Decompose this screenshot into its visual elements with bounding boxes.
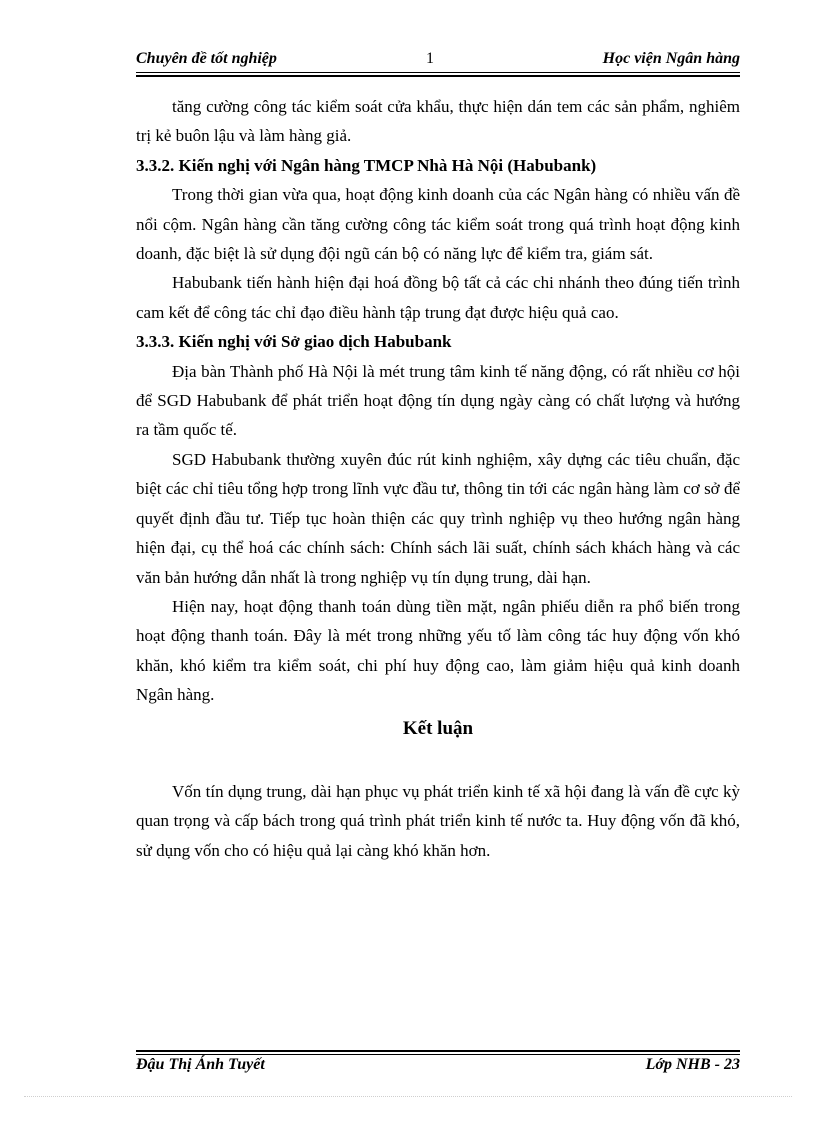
paragraph: SGD Habubank thường xuyên đúc rút kinh nghiệm, xây dựng các tiêu chuẩn, đặc biệt các chỉ tiêu tổng hợp trong lĩnh vực đầu tư, thông tin tới các ngân hàng làm cơ sở để quyết định đầu tư. Tiếp tục hoàn thiện các quy trình nghiệp vụ theo hướng ngân hàng hiện đại, cụ thể hoá các chính sách: Chính sách lãi suất, chính sách khách hàng và các văn bản hướng dẫn nhất là trong nghiệp vụ tín dụng trung, dài hạn. <box>136 449 740 587</box>
footer-class: Lớp NHB - 23 <box>645 1056 740 1073</box>
section-heading-3-3-3: 3.3.3. Kiến nghị với Sở giao dịch Habubank <box>136 332 452 352</box>
paragraph: Địa bàn Thành phố Hà Nội là mét trung tâm kinh tế năng động, có rất nhiều cơ hội để SGD Habubank để phát triển hoạt động tín dụng ngày càng có chất lượng và hướng ra tầm quốc tế. <box>136 361 740 440</box>
footer-author: Đậu Thị Ánh Tuyết <box>136 1056 265 1073</box>
page-header <box>136 48 740 72</box>
paragraph: Vốn tín dụng trung, dài hạn phục vụ phát triển kinh tế xã hội đang là vấn đề cực kỳ quan trọng và cấp bách trong quá trình phát triển kinh tế nước ta. Huy động vốn đã khó, sử dụng vốn cho có hiệu quả lại càng khó khăn hơn. <box>136 781 740 860</box>
footer-divider <box>136 1050 740 1055</box>
page-footer <box>136 1056 740 1078</box>
page-number: 1 <box>426 50 434 67</box>
paragraph: Hiện nay, hoạt động thanh toán dùng tiền mặt, ngân phiếu diễn ra phổ biến trong hoạt động thanh toán. Đây là mét trong những yếu tố làm công tác huy động vốn khó khăn, khó kiểm tra kiểm soát, chi phí huy động cao, làm giảm hiệu quả kinh doanh Ngân hàng. <box>136 596 740 705</box>
paragraph: Trong thời gian vừa qua, hoạt động kinh doanh của các Ngân hàng có nhiều vấn đề nổi cộm. Ngân hàng cần tăng cường công tác kiểm soát trong quá trình hoạt động kinh doanh, đặc biệt là sử dụng đội ngũ cán bộ có năng lực để kiểm tra, giám sát. <box>136 185 740 264</box>
header-divider <box>136 72 740 77</box>
page-edge-divider <box>24 1096 792 1097</box>
header-thesis-title: Chuyên đề tốt nghiệp <box>136 50 277 67</box>
document-body <box>136 92 740 865</box>
paragraph: tăng cường công tác kiểm soát cửa khẩu, thực hiện dán tem các sản phẩm, nghiêm trị kẻ buôn lậu và làm hàng giả. <box>136 97 740 146</box>
header-institution: Học viện Ngân hàng <box>602 50 740 67</box>
conclusion-heading: Kết luận <box>402 717 474 739</box>
paragraph: Habubank tiến hành hiện đại hoá đồng bộ tất cả các chi nhánh theo đúng tiến trình cam kết để công tác chỉ đạo điều hành tập trung đạt được hiệu quả cao. <box>136 273 740 322</box>
section-heading-3-3-2: 3.3.2. Kiến nghị với Ngân hàng TMCP Nhà Hà Nội (Habubank) <box>136 155 597 175</box>
